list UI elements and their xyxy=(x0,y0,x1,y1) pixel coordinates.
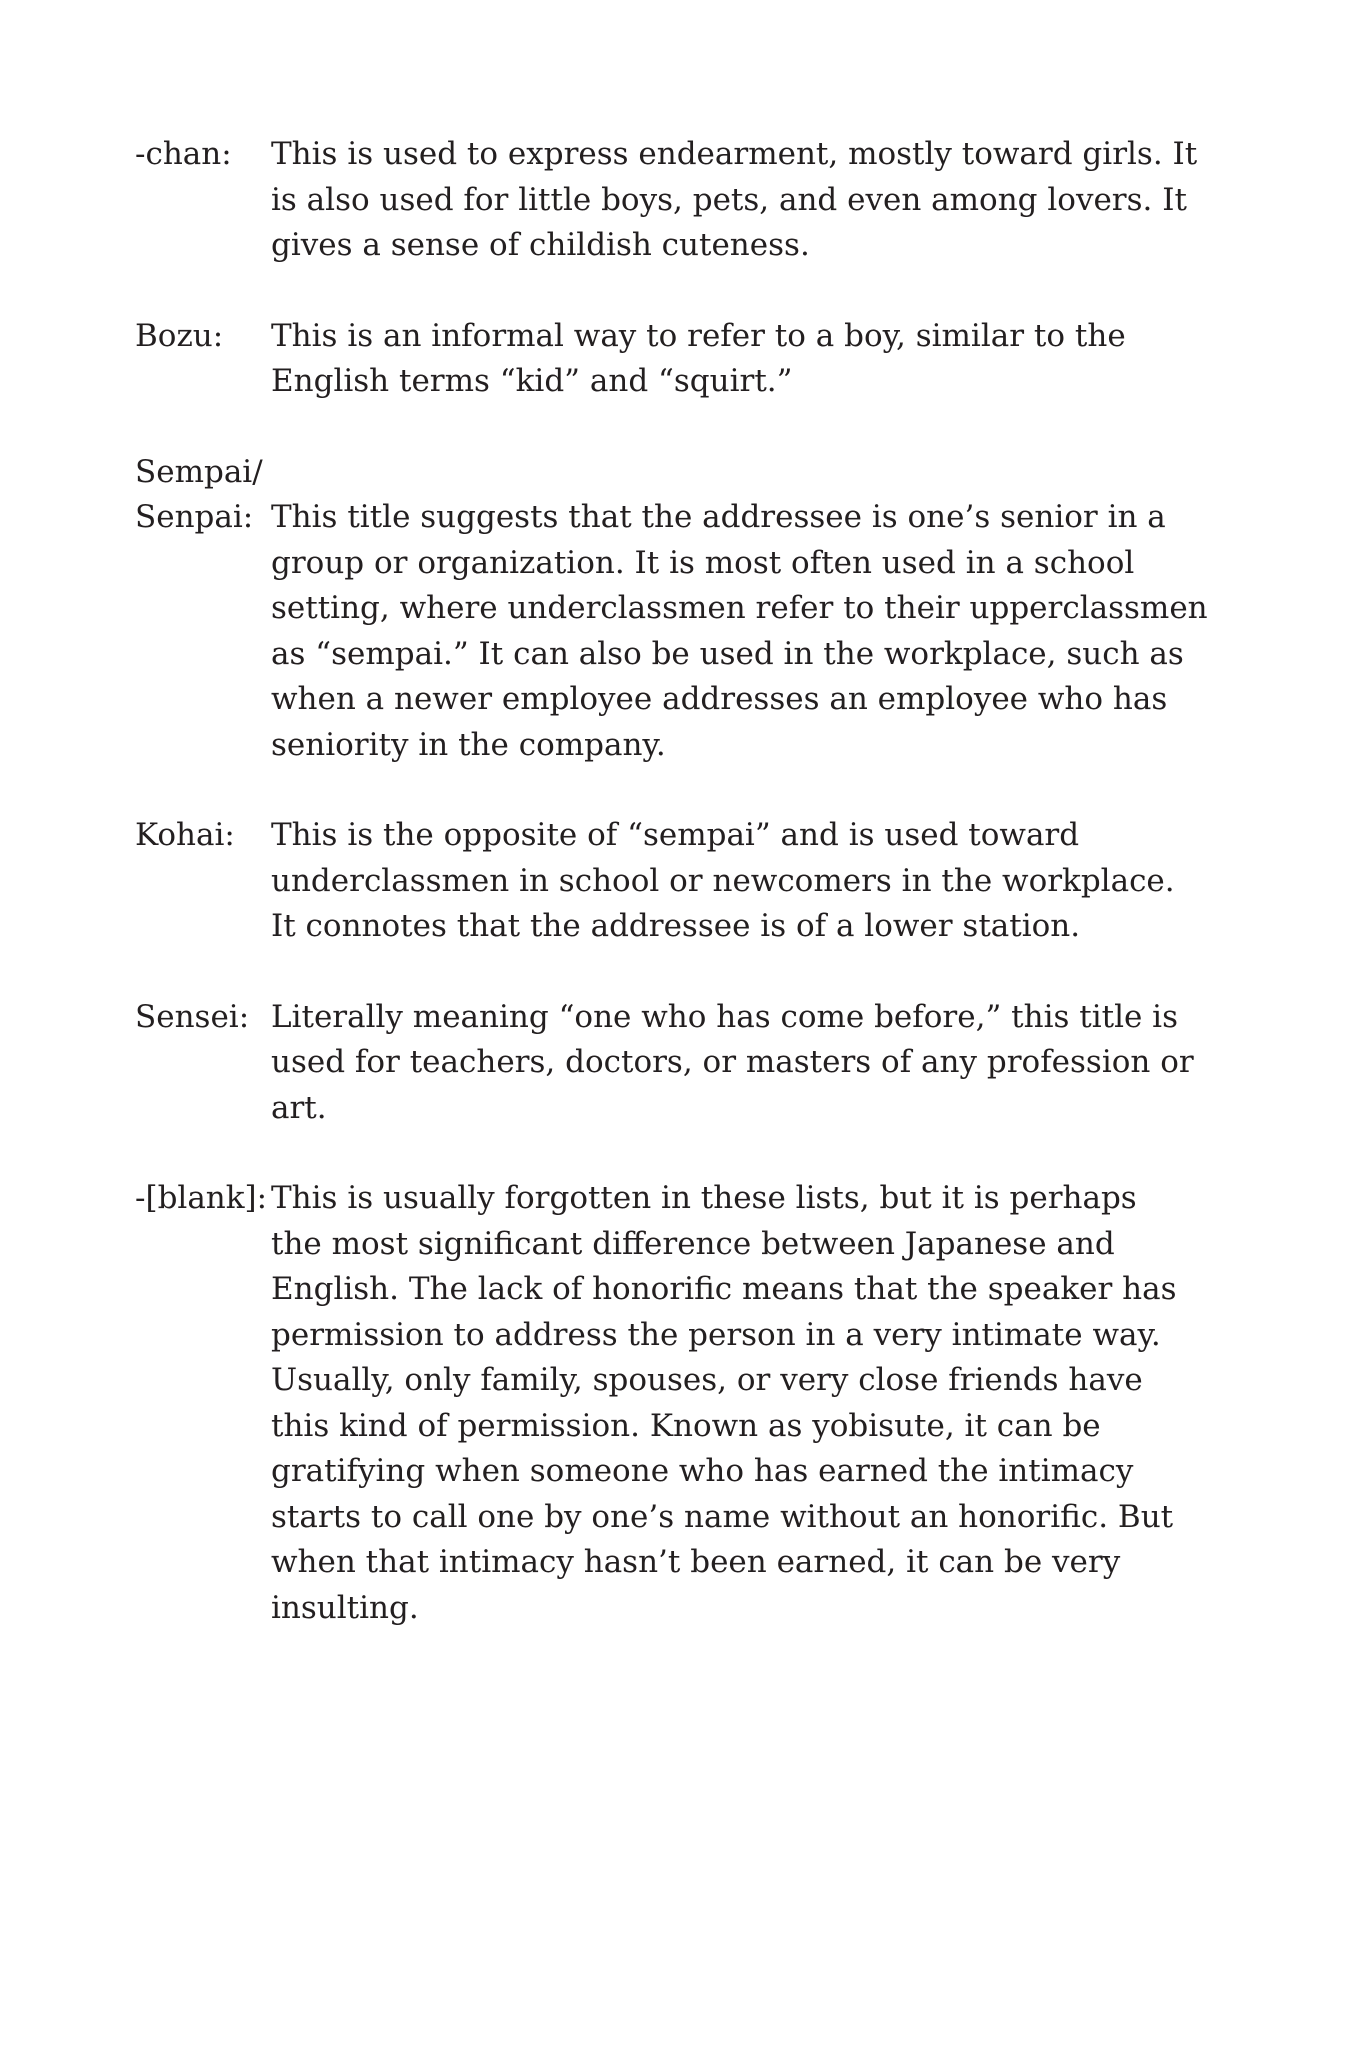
glossary-definition xyxy=(271,1176,1361,1631)
definition-line: group or organization. It is most often used in a school xyxy=(271,544,1135,581)
definition-line: when that intimacy hasn’t been earned, it can be very xyxy=(271,1544,1121,1580)
glossary-entry-sempai xyxy=(135,450,1245,769)
definition-line: English. The lack of honorific means that the speaker has xyxy=(271,1271,1177,1307)
definition-line: starts to call one by one’s name without an honorific. But xyxy=(271,1498,1174,1535)
definition-line: This is used to express endearment, mostly toward girls. It xyxy=(271,136,1198,172)
glossary-definition xyxy=(271,132,1361,269)
glossary-term: -[blank]: xyxy=(135,1180,268,1216)
definition-line: gives a sense of childish cuteness. xyxy=(271,227,810,263)
definition-line: This is an informal way to refer to a boy, similar to the xyxy=(271,317,1126,354)
definition-line: This is usually forgotten in these lists, but it is perhaps xyxy=(271,1180,1137,1216)
glossary-term: Bozu: xyxy=(135,317,224,354)
glossary-term: Senpai: xyxy=(135,499,254,535)
glossary-entry-kohai xyxy=(135,813,1245,950)
definition-line: gratifying when someone who has earned the intimacy xyxy=(271,1453,1134,1489)
glossary-entry-blank xyxy=(135,1176,1245,1631)
glossary-term-alternate: Sempai/ xyxy=(135,453,263,490)
definition-line: used for teachers, doctors, or masters of any profession or xyxy=(271,1044,1194,1080)
glossary-definition xyxy=(271,995,1361,1132)
definition-line: underclassmen in school or newcomers in the workplace. xyxy=(271,862,1175,899)
definition-line: this kind of permission. Known as yobisute, it can be xyxy=(271,1407,1101,1444)
definition-line: is also used for little boys, pets, and even among lovers. It xyxy=(271,181,1187,218)
definition-line: as “sempai.” It can also be used in the workplace, such as xyxy=(271,635,1184,672)
glossary-entry-bozu xyxy=(135,314,1245,405)
definition-line: the most significant difference between Japanese and xyxy=(271,1225,1115,1262)
definition-line: art. xyxy=(271,1089,327,1126)
glossary-entry-sempai-body xyxy=(135,495,1245,768)
glossary-entry-sensei xyxy=(135,995,1245,1132)
definition-line: insulting. xyxy=(271,1589,419,1626)
glossary-term: Sensei: xyxy=(135,998,250,1035)
glossary-definition xyxy=(271,314,1361,405)
glossary-term: -chan: xyxy=(135,136,232,172)
definition-line: permission to address the person in a very intimate way. xyxy=(271,1316,1161,1353)
definition-line: setting, where underclassmen refer to their upperclassmen xyxy=(271,590,1208,626)
definition-line: seniority in the company. xyxy=(271,726,666,763)
definition-line: English terms “kid” and “squirt.” xyxy=(271,363,793,399)
glossary-term: Kohai: xyxy=(135,817,235,853)
glossary-entry-chan xyxy=(135,132,1245,269)
glossary-definition xyxy=(271,495,1361,768)
definition-line: This is the opposite of “sempai” and is used toward xyxy=(271,817,1080,853)
definition-line: Usually, only family, spouses, or very close friends have xyxy=(271,1362,1143,1398)
honorifics-glossary xyxy=(135,132,1245,1676)
glossary-definition xyxy=(271,813,1361,950)
definition-line: It connotes that the addressee is of a lower station. xyxy=(271,908,1081,944)
definition-line: when a newer employee addresses an employee who has xyxy=(271,681,1168,717)
definition-line: This title suggests that the addressee is one’s senior in a xyxy=(271,499,1166,535)
definition-line: Literally meaning “one who has come before,” this title is xyxy=(271,998,1179,1035)
